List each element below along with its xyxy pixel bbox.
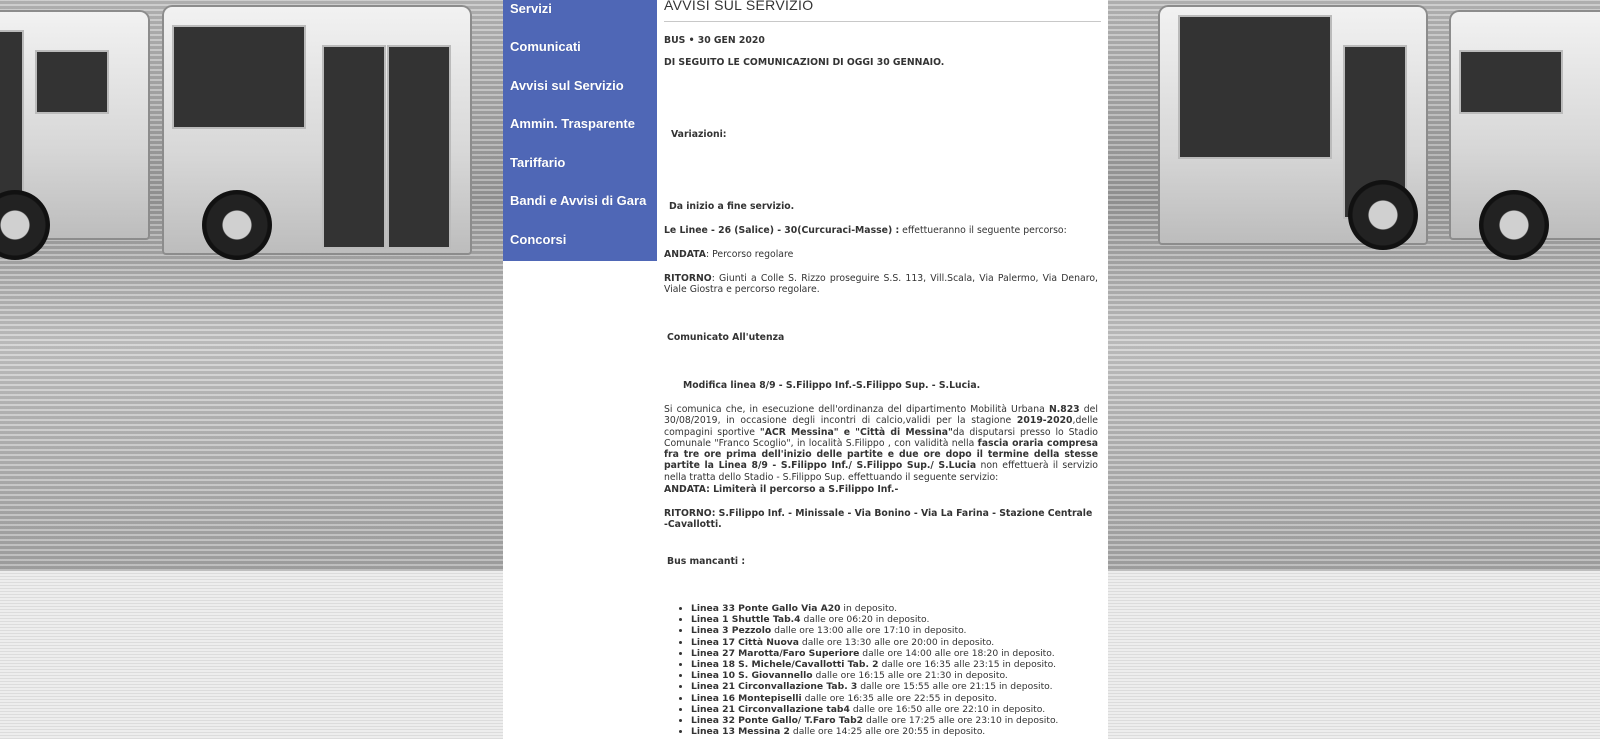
line-detail: dalle ore 13:30 alle ore 20:00 in deposito.: [798, 636, 995, 648]
line-detail: dalle ore 16:35 alle ore 22:55 in deposito.: [801, 692, 997, 704]
linee-paragraph: [664, 225, 1098, 236]
line-detail: dalle ore 15:55 alle ore 21:15 in deposito.: [857, 681, 1053, 693]
line-detail: in deposito.: [840, 603, 897, 614]
line-detail: dalle ore 16:35 alle 23:15 in deposito.: [878, 659, 1057, 671]
nav-item-servizi[interactable]: Servizi: [510, 1, 552, 16]
ritorno-paragraph: [664, 273, 1098, 296]
line-detail: dalle ore 14:00 alle ore 18:20 in deposito.: [859, 647, 1055, 659]
list-item: [691, 670, 1111, 681]
bus-mancanti-heading: Bus mancanti :: [667, 556, 746, 567]
list-item: [691, 726, 1111, 737]
line-detail: dalle ore 16:50 alle ore 22:10 in deposito.: [849, 703, 1046, 715]
list-item: [691, 715, 1111, 726]
body-ordinance-number: N.823: [1048, 404, 1080, 415]
main-nav: [503, 0, 657, 261]
list-item: [691, 648, 1111, 659]
line-name: Linea 33 Ponte Gallo Via A20: [691, 603, 841, 614]
body-text-5: non effettuerà il servizio nella tratta dello Stadio - S.Filippo Sup. effettuando il seguente servizio:: [664, 460, 1098, 483]
nav-item-bandi-e-avvisi[interactable]: Bandi e Avvisi di Gara: [510, 193, 647, 208]
ritorno-text: : Giunti a Colle S. Rizzo proseguire S.S. 113, Vill.Scala, Via Palermo, Via Denaro, Viale Giostra e percorso regolare.: [664, 273, 1098, 296]
list-item: [691, 659, 1111, 670]
list-item: [691, 693, 1111, 704]
line-name: Linea 17 Città Nuova: [691, 636, 799, 648]
nav-item-comunicati[interactable]: Comunicati: [510, 39, 581, 54]
nav-item-tariffario[interactable]: Tariffario: [510, 154, 566, 170]
nav-item-avvisi-sul-servizio[interactable]: Avvisi sul Servizio: [510, 77, 624, 93]
line-detail: dalle ore 06:20 in deposito.: [800, 614, 930, 626]
bus-mancanti-list: [665, 603, 1111, 737]
andata-regolare: [664, 249, 1098, 260]
line-name: Linea 1 Shuttle Tab.4: [691, 614, 801, 626]
body-fascia: fascia oraria compresa fra tre ore prima dell'inizio delle partite e due ore dopo il termine della stesse partite la Linea 8/9 - S.Filippo Inf./ S.Filippo Sup./ S.Lucia: [664, 437, 1098, 472]
article-intro: DI SEGUITO LE COMUNICAZIONI DI OGGI 30 GENNAIO.: [664, 57, 945, 68]
line-name: Linea 18 S. Michele/Cavallotti Tab. 2: [691, 659, 879, 671]
list-item: [691, 603, 1111, 614]
line-detail: dalle ore 16:15 alle ore 21:30 in deposito.: [812, 670, 1008, 682]
line-name: Linea 13 Messina 2: [691, 726, 790, 738]
bus-photo-right-edge: [1449, 0, 1600, 571]
da-inizio-text: Da inizio a fine servizio.: [669, 201, 795, 212]
linee-text: effettueranno il seguente percorso:: [899, 225, 1067, 236]
nav-item-concorsi[interactable]: Concorsi: [510, 231, 567, 247]
body-text-4: da disputarsi presso lo Stadio Comunale "Franco Scoglio", in località S.Filippo , con validità nella: [664, 426, 1098, 449]
andata-limitera: ANDATA: Limiterà il percorso a S.Filippo Inf.-: [664, 484, 899, 495]
linee-label: Le Linee - 26 (Salice) - 30(Curcuraci-Masse) :: [664, 225, 900, 236]
body-text-3: ,delle compagini sportive: [664, 415, 1098, 438]
line-name: Linea 21 Circonvallazione tab4: [691, 703, 850, 715]
line-detail: dalle ore 13:00 alle ore 17:10 in deposito.: [771, 625, 967, 637]
line-detail: dalle ore 17:25 alle ore 23:10 in deposito.: [863, 715, 1059, 727]
bus-photo-right: [1108, 0, 1449, 571]
line-name: Linea 21 Circonvallazione Tab. 3: [691, 681, 858, 693]
list-item: [691, 681, 1111, 692]
body-text-1: Si comunica che, in esecuzione dell'ordinanza del dipartimento Mobilità Urbana: [664, 404, 1049, 415]
bus-photo-left-edge: [0, 0, 162, 571]
body-text-2: del 30/08/2019, in occasione degli incontri di calcio,validi per la stagione: [664, 404, 1098, 427]
list-item: [691, 625, 1111, 636]
line-name: Linea 27 Marotta/Faro Superiore: [691, 647, 860, 659]
line-name: Linea 3 Pezzolo: [691, 625, 772, 637]
line-detail: dalle ore 14:25 alle ore 20:55 in deposito.: [789, 726, 986, 738]
list-item: [691, 614, 1111, 625]
bus-photo-left: [162, 0, 503, 571]
line-name: Linea 10 S. Giovannello: [691, 670, 813, 682]
andata-label: ANDATA: [664, 249, 706, 260]
article-content: [657, 0, 1108, 739]
page-title: AVVISI SUL SERVIZIO: [664, 0, 1101, 22]
variazioni-heading: Variazioni:: [671, 129, 727, 140]
line-name: Linea 32 Ponte Gallo/ T.Faro Tab2: [691, 715, 864, 727]
ritorno-label: RITORNO: [664, 273, 712, 284]
nav-column-filler: [503, 261, 657, 739]
list-item: [691, 637, 1111, 648]
article-meta: BUS • 30 GEN 2020: [664, 35, 765, 46]
modifica-heading: Modifica linea 8/9 - S.Filippo Inf.-S.Filippo Sup. - S.Lucia.: [683, 380, 981, 391]
ritorno-percorso: RITORNO: S.Filippo Inf. - Minissale - Via Bonino - Via La Farina - Stazione Centrale -Cavallotti.: [664, 508, 1093, 531]
comunicato-heading: Comunicato All'utenza: [667, 332, 785, 343]
list-item: [691, 704, 1111, 715]
line-name: Linea 16 Montepiselli: [691, 692, 802, 704]
body-season: 2019-2020: [1016, 415, 1073, 427]
nav-item-ammin-trasparente[interactable]: Ammin. Trasparente: [510, 116, 635, 131]
body-teams: "ACR Messina" e "Città di Messina": [759, 426, 953, 438]
ordinanza-paragraph: [664, 404, 1098, 483]
andata-text: : Percorso regolare: [705, 249, 794, 260]
